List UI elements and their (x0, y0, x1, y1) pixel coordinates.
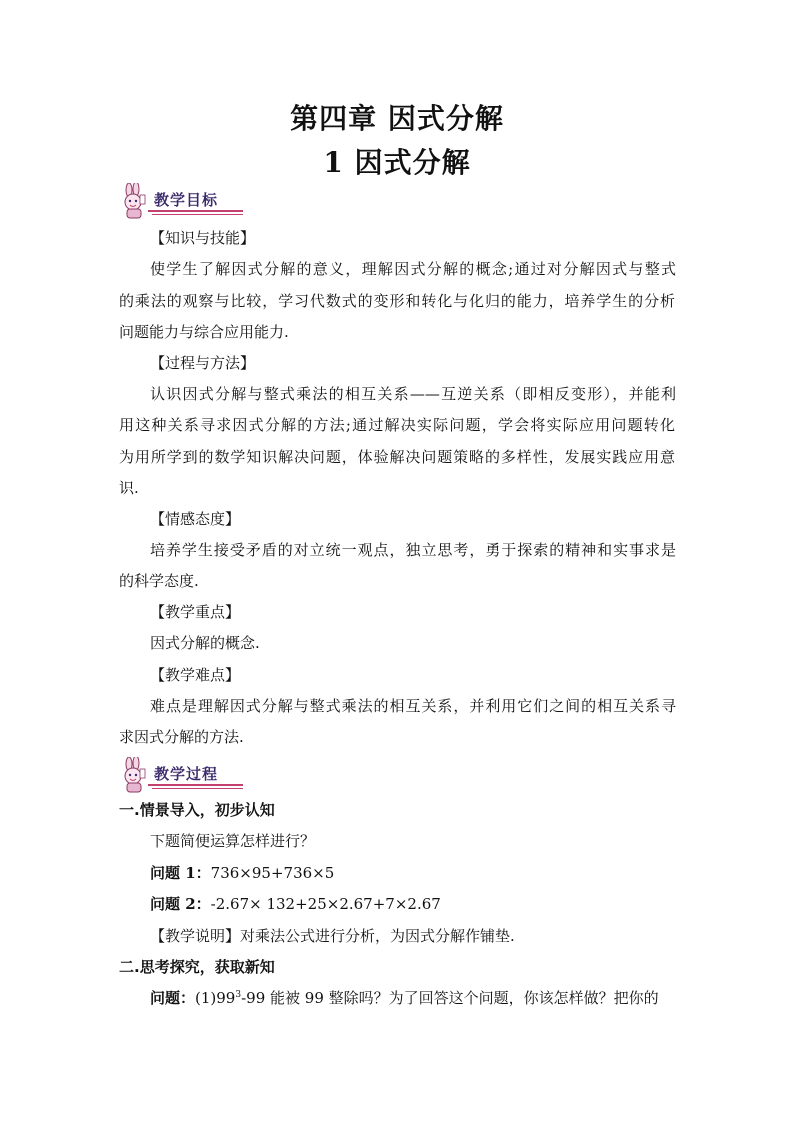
teaching-note-label: 【教学说明】 (150, 927, 241, 945)
question-1-label: 问题 1： (150, 864, 211, 882)
rabbit-mascot-icon (118, 757, 154, 793)
question-3 (150, 988, 659, 1008)
rabbit-mascot-icon (118, 183, 154, 219)
section-badge-process (118, 757, 243, 793)
teaching-note-text: 对乘法公式进行分析，为因式分解作铺垫. (240, 927, 515, 945)
question-1-text: 736×95+736×5 (210, 864, 335, 882)
heading-difficulty: 【教学难点】 (150, 666, 241, 684)
knowledge-line-1: 使学生了解因式分解的意义，理解因式分解的概念;通过对分解因式与整式 (150, 260, 676, 278)
difficulty-line-1: 难点是理解因式分解与整式乘法的相互关系，并利用它们之间的相互关系寻 (150, 697, 676, 715)
part2-heading: 二.思考探究，获取新知 (119, 958, 275, 976)
section-underline-thin (152, 788, 243, 789)
process-line-4: 识. (119, 479, 139, 497)
part1-intro: 下题简便运算怎样进行？ (150, 832, 316, 850)
heading-key-points: 【教学重点】 (150, 603, 241, 621)
question-2 (150, 894, 441, 914)
heading-process: 【过程与方法】 (150, 354, 256, 372)
question-1 (150, 863, 334, 883)
section-badge-objectives (118, 183, 243, 219)
teaching-note (150, 926, 515, 946)
chapter-title: 第四章 因式分解 (290, 102, 504, 135)
knowledge-line-3: 问题能力与综合应用能力. (119, 323, 289, 341)
section-underline (148, 784, 243, 786)
section-label-objectives: 教学目标 (154, 191, 219, 209)
heading-knowledge: 【知识与技能】 (150, 229, 256, 247)
part1-heading: 一.情景导入，初步认知 (119, 801, 275, 819)
question-3-label: 问题： (150, 989, 196, 1007)
lesson-title: 1 因式分解 (323, 146, 471, 179)
question-3-exponent: 3 (235, 990, 242, 1000)
question-2-label: 问题 2： (150, 895, 211, 913)
question-2-text: -2.67× 132+25×2.67+7×2.67 (210, 895, 441, 913)
section-underline (148, 210, 243, 212)
key-points-text: 因式分解的概念. (150, 634, 260, 652)
section-underline-thin (152, 214, 243, 215)
knowledge-line-2: 的乘法的观察与比较，学习代数式的变形和转化与化归的能力，培养学生的分析 (119, 292, 675, 310)
question-3-post: -99 能被 99 整除吗？为了回答这个问题，你该怎样做？把你的 (241, 989, 659, 1007)
process-line-2: 用这种关系寻求因式分解的方法;通过解决实际问题，学会将实际应用问题转化 (119, 416, 675, 434)
section-label-process: 教学过程 (154, 765, 219, 783)
process-line-1: 认识因式分解与整式乘法的相互关系——互逆关系（即相反变形），并能利 (150, 385, 676, 403)
question-3-pre: (1)99 (195, 989, 236, 1007)
heading-emotion: 【情感态度】 (150, 510, 241, 528)
emotion-line-1: 培养学生接受矛盾的对立统一观点，独立思考，勇于探索的精神和实事求是 (150, 541, 676, 559)
process-line-3: 为用所学到的数学知识解决问题，体验解决问题策略的多样性，发展实践应用意 (119, 448, 675, 466)
emotion-line-2: 的科学态度. (119, 572, 199, 590)
difficulty-line-2: 求因式分解的方法. (119, 728, 244, 746)
